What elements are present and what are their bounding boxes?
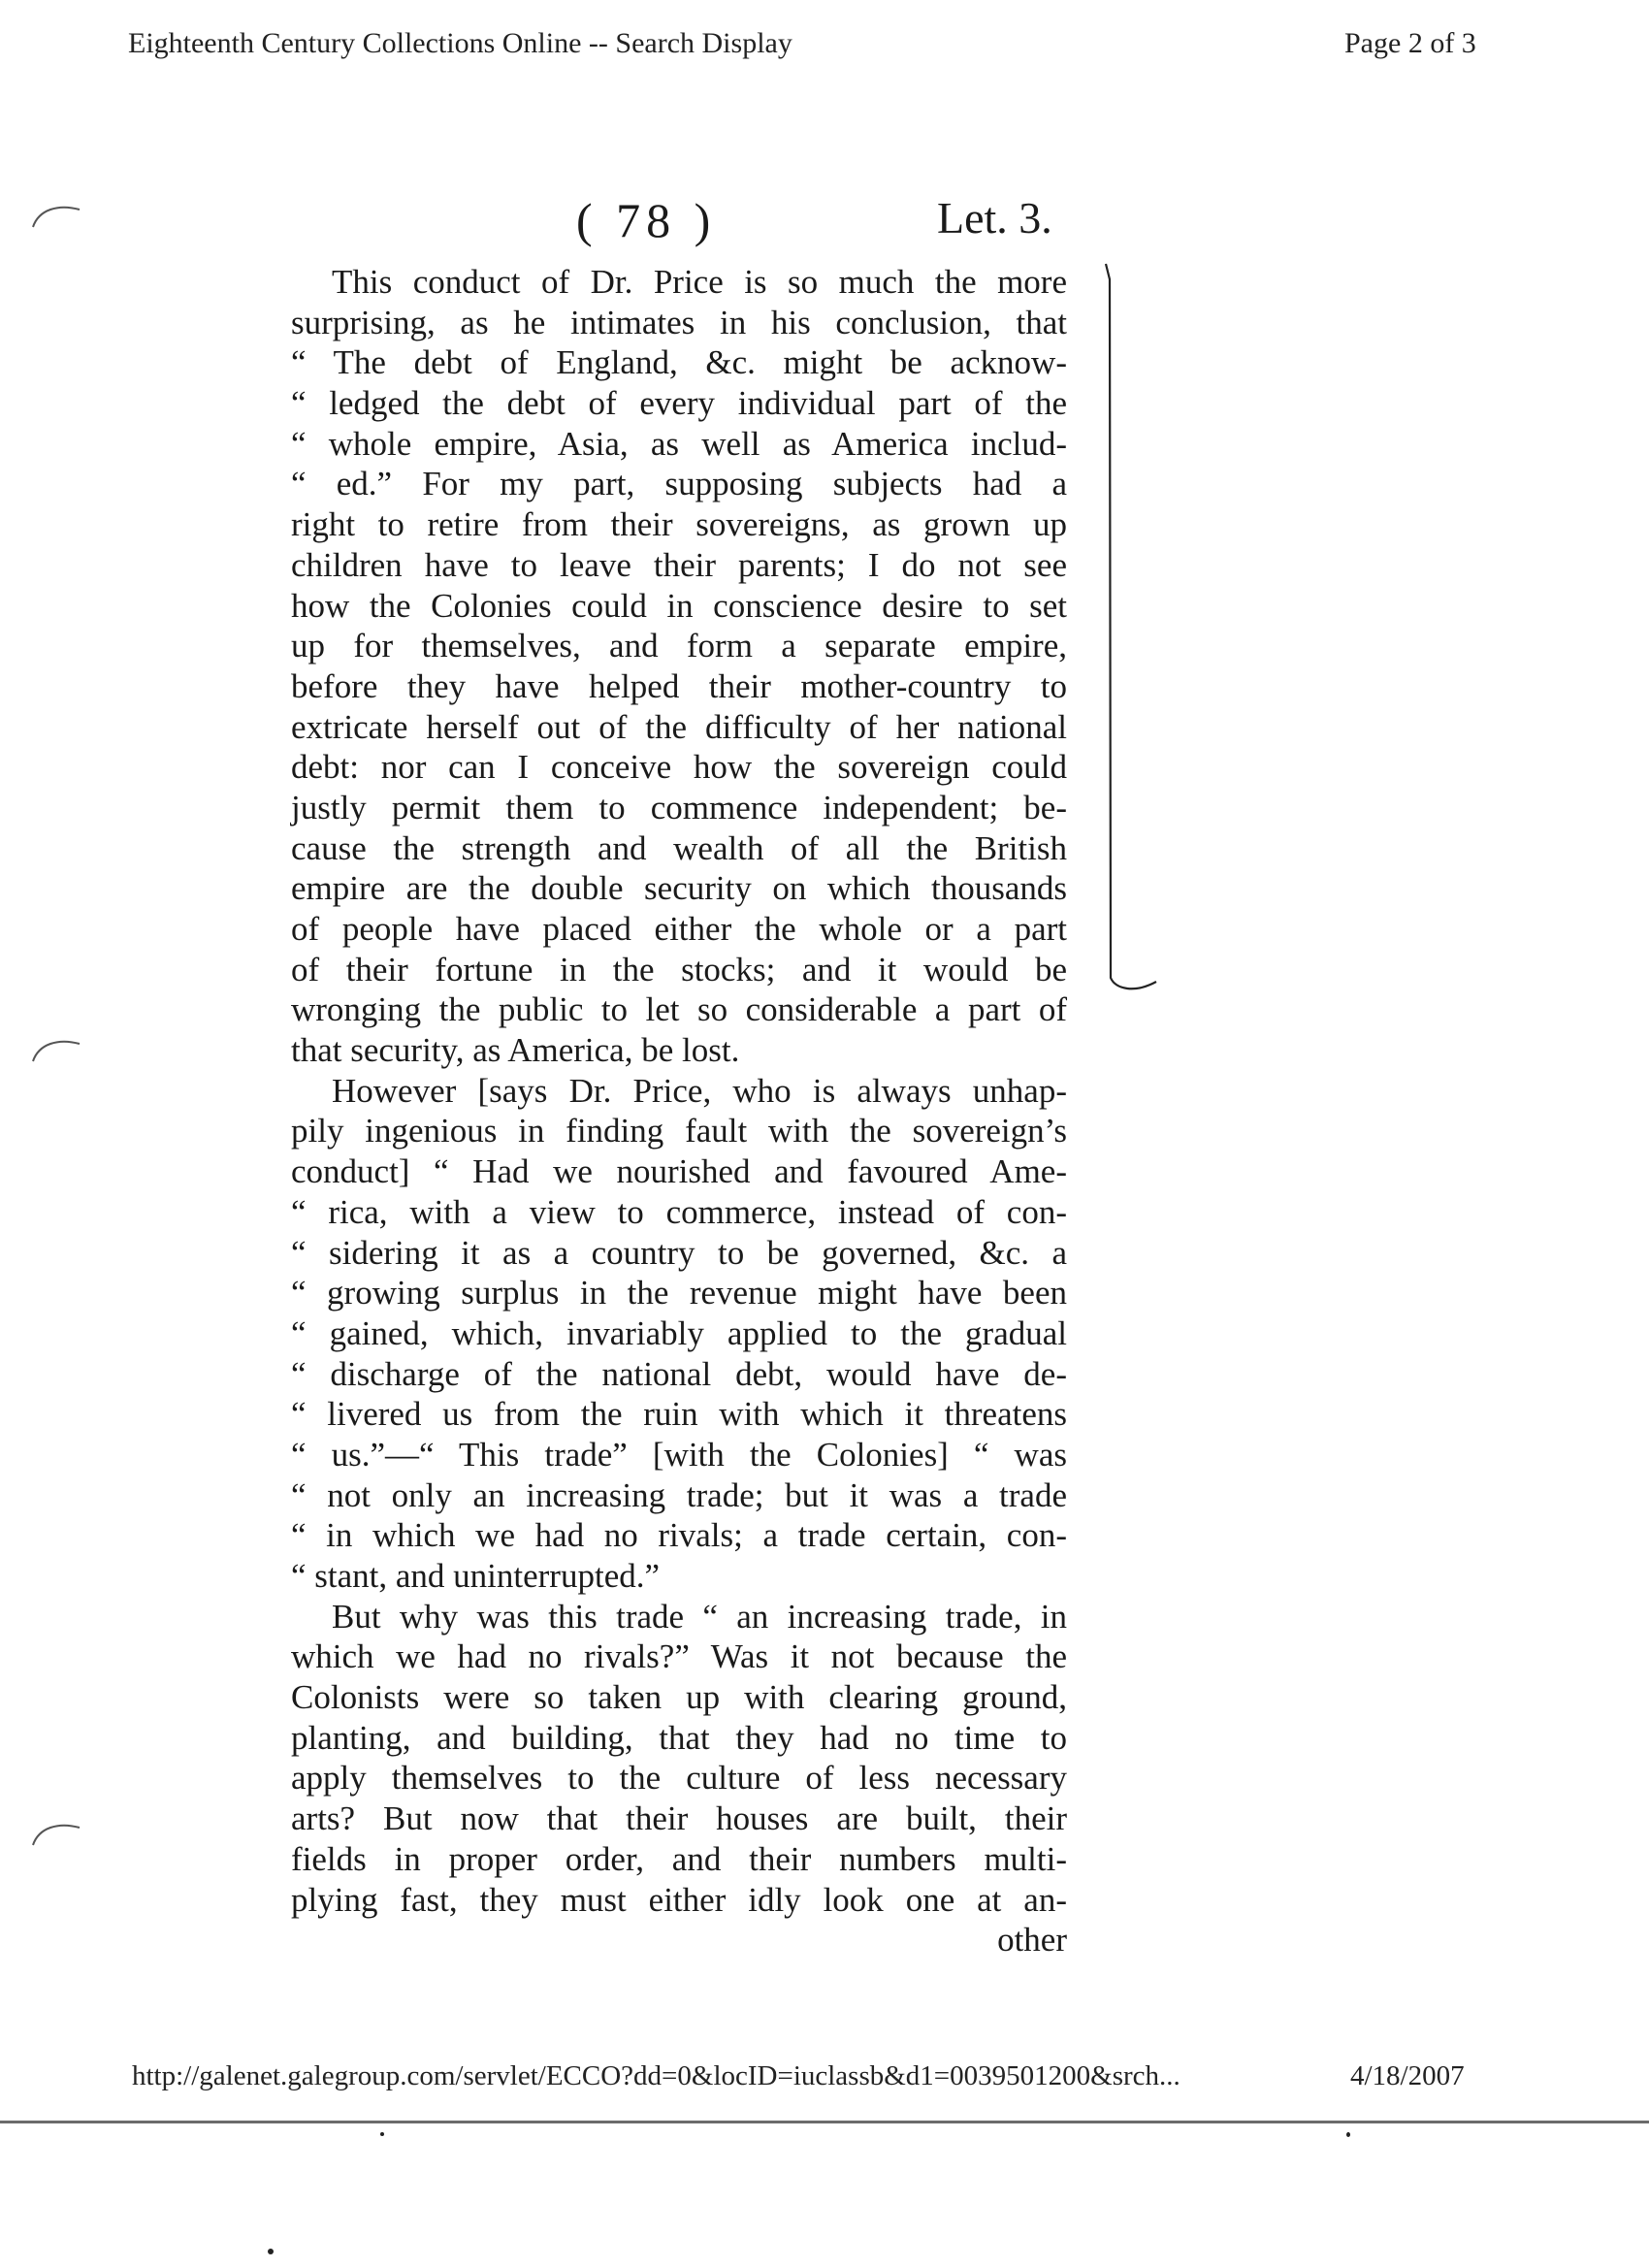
book-page-number: ( 78 ): [576, 193, 717, 247]
text-line: “ whole empire, Asia, as well as America includ-: [291, 424, 1067, 463]
binding-hole-mark: [29, 1036, 83, 1065]
text-line: “ stant, and uninterrupted.”: [291, 1557, 661, 1595]
text-line: “ The debt of England, &c. might be acknow-: [291, 343, 1067, 382]
scan-speck: [380, 2132, 384, 2136]
binding-hole-mark: [29, 1820, 83, 1849]
text-line: wronging the public to let so considerable a part of: [291, 990, 1067, 1029]
text-line: “ ledged the debt of every individual part of the: [291, 384, 1067, 423]
binding-hole-mark: [29, 202, 83, 231]
scanned-page-text: [291, 262, 1067, 1960]
text-line: However [says Dr. Price, who is always unhap-: [332, 1071, 1067, 1110]
print-date: 4/18/2007: [1350, 2060, 1465, 2091]
text-line: of people have placed either the whole or a part: [291, 910, 1067, 948]
scan-edge-line: [0, 2121, 1649, 2123]
text-line: right to retire from their sovereigns, as grown up: [291, 505, 1067, 544]
scan-speck: [268, 2249, 274, 2254]
text-line: “ growing surplus in the revenue might have been: [291, 1274, 1067, 1312]
text-line: how the Colonies could in conscience desire to set: [291, 586, 1067, 625]
text-line: pily ingenious in finding fault with the sovereign’s: [291, 1112, 1067, 1150]
text-line: “ not only an increasing trade; but it was a trade: [291, 1475, 1067, 1514]
text-line: which we had no rivals?” Was it not because the: [291, 1637, 1067, 1676]
text-line: “ sidering it as a country to be governed, &c. a: [291, 1233, 1067, 1272]
document-title: Eighteenth Century Collections Online -- Search Display: [128, 27, 792, 59]
text-line: other: [997, 1921, 1067, 1960]
source-url: http://galenet.galegroup.com/servlet/ECCO?dd=0&locID=iuclassb&d1=0039501200&srch...: [132, 2060, 1180, 2091]
text-line: arts? But now that their houses are built, their: [291, 1799, 1067, 1838]
text-line: But why was this trade “ an increasing trade, in: [332, 1597, 1067, 1636]
text-line: up for themselves, and form a separate empire,: [291, 627, 1067, 665]
text-line: planting, and building, that they had no time to: [291, 1718, 1067, 1757]
text-line: “ gained, which, invariably applied to the gradual: [291, 1313, 1067, 1352]
text-line: before they have helped their mother-country to: [291, 666, 1067, 705]
text-line: “ discharge of the national debt, would have de-: [291, 1354, 1067, 1393]
text-line: Colonists were so taken up with clearing ground,: [291, 1678, 1067, 1717]
text-line: children have to leave their parents; I do not see: [291, 545, 1067, 584]
text-line: “ us.”—“ This trade” [with the Colonies] “ was: [291, 1435, 1067, 1474]
text-line: surprising, as he intimates in his conclusion, that: [291, 303, 1067, 341]
text-line: “ rica, with a view to commerce, instead of con-: [291, 1192, 1067, 1231]
letter-reference: Let. 3.: [937, 193, 1052, 243]
text-line: cause the strength and wealth of all the British: [291, 828, 1067, 867]
text-line: of their fortune in the stocks; and it would be: [291, 950, 1067, 988]
text-line: conduct] “ Had we nourished and favoured Ame-: [291, 1152, 1067, 1191]
text-line: debt: nor can I conceive how the sovereign could: [291, 748, 1067, 787]
text-line: empire are the double security on which thousands: [291, 869, 1067, 908]
scan-speck: [1346, 2132, 1350, 2137]
margin-bracket-mark: [1096, 260, 1164, 1012]
page-indicator: Page 2 of 3: [1344, 27, 1476, 59]
text-line: fields in proper order, and their numbers multi-: [291, 1839, 1067, 1878]
text-line: extricate herself out of the difficulty of her national: [291, 707, 1067, 746]
text-line: apply themselves to the culture of less necessary: [291, 1759, 1067, 1798]
text-line: This conduct of Dr. Price is so much the more: [332, 263, 1067, 301]
text-line: that security, as America, be lost.: [291, 1031, 740, 1070]
text-line: “ ed.” For my part, supposing subjects had a: [291, 465, 1067, 503]
text-line: justly permit them to commence independent; be-: [291, 788, 1067, 826]
text-line: plying fast, they must either idly look one at an-: [291, 1880, 1067, 1919]
text-line: “ livered us from the ruin with which it threatens: [291, 1395, 1067, 1434]
text-line: “ in which we had no rivals; a trade certain, con-: [291, 1516, 1067, 1555]
